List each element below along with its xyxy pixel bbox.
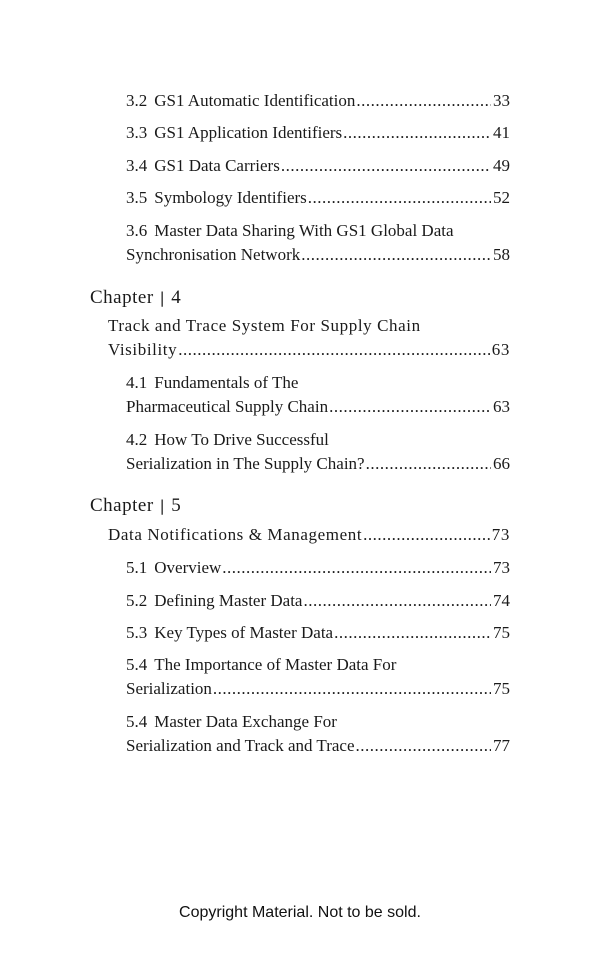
entry-page-number: 63: [493, 397, 510, 416]
entry-number: 4.1: [126, 373, 148, 392]
entry-title-line2: Serialization and Track and Trace: [126, 736, 355, 755]
dot-leader: [308, 186, 491, 210]
entry-page-number: 58: [493, 245, 510, 264]
toc-section-chapter-5: [108, 523, 510, 547]
entry-number: 5.2: [126, 591, 148, 610]
entry-title-line1: Fundamentals of The: [154, 373, 299, 392]
entry-page-number: 49: [493, 156, 510, 175]
section-title: Data Notifications & Management: [108, 525, 363, 544]
dot-leader: [329, 395, 491, 419]
entry-title-line2: Synchronisation Network: [126, 245, 301, 264]
dot-leader: [334, 621, 491, 645]
toc-entry-5-2: [126, 589, 510, 613]
entry-page-number: 74: [493, 591, 510, 610]
chapter-label: Chapter: [90, 287, 154, 308]
entry-title-line1: How To Drive Successful: [154, 430, 329, 449]
section-page-number: 63: [491, 340, 510, 359]
toc-entry-5-1: [126, 556, 510, 580]
entry-number: 3.4: [126, 156, 148, 175]
toc-entry-5-4-importance: [126, 653, 510, 701]
chapter-5-heading: [90, 494, 181, 518]
entry-page-number: 75: [493, 623, 510, 642]
entry-title: GS1 Data Carriers: [154, 156, 280, 175]
entry-page-number: 41: [493, 123, 510, 142]
chapter-4-heading: [90, 286, 181, 310]
entry-page-number: 52: [493, 188, 510, 207]
toc-entry-3-4: [126, 154, 510, 178]
entry-number: 5.4: [126, 712, 148, 731]
entry-title-line2: Serialization in The Supply Chain?: [126, 454, 365, 473]
dot-leader: [281, 154, 491, 178]
entry-title-line1: Master Data Exchange For: [154, 712, 337, 731]
toc-entry-4-2: [126, 428, 510, 476]
entry-title: Key Types of Master Data: [154, 623, 334, 642]
dot-leader: [343, 121, 491, 145]
toc-entry-4-1: [126, 371, 510, 419]
dot-leader: [301, 243, 491, 267]
chapter-separator: |: [159, 289, 166, 307]
entry-page-number: 66: [493, 454, 510, 473]
toc-entry-3-6: [126, 219, 510, 267]
entry-title: Defining Master Data: [154, 591, 303, 610]
dot-leader: [356, 734, 491, 758]
section-title-line2: Visibility: [108, 340, 178, 359]
copyright-footer: Copyright Material. Not to be sold.: [179, 904, 421, 921]
entry-number: 3.3: [126, 123, 148, 142]
entry-title: GS1 Automatic Identification: [154, 91, 356, 110]
chapter-separator: |: [159, 497, 166, 515]
entry-number: 3.6: [126, 221, 148, 240]
toc-entry-5-3: [126, 621, 510, 645]
entry-number: 5.1: [126, 558, 148, 577]
dot-leader: [366, 452, 491, 476]
dot-leader: [363, 523, 490, 547]
entry-number: 5.3: [126, 623, 148, 642]
toc-entry-3-3: [126, 121, 510, 145]
entry-page-number: 73: [493, 558, 510, 577]
dot-leader: [178, 338, 490, 362]
toc-entry-5-4-exchange: [126, 710, 510, 758]
dot-leader: [303, 589, 491, 613]
toc-entry-3-5: [126, 186, 510, 210]
entry-number: 3.5: [126, 188, 148, 207]
entry-title-line1: Master Data Sharing With GS1 Global Data: [154, 221, 454, 240]
entry-title-line2: Pharmaceutical Supply Chain: [126, 397, 329, 416]
entry-title: Symbology Identifiers: [154, 188, 307, 207]
entry-title: GS1 Application Identifiers: [154, 123, 343, 142]
entry-number: 4.2: [126, 430, 148, 449]
toc-entry-3-2: [126, 89, 510, 113]
entry-page-number: 33: [493, 91, 510, 110]
entry-page-number: 77: [493, 736, 510, 755]
entry-title-line1: The Importance of Master Data For: [154, 655, 397, 674]
chapter-number: 4: [171, 287, 182, 308]
entry-title: Overview: [154, 558, 222, 577]
entry-title-line2: Serialization: [126, 679, 212, 698]
entry-number: 3.2: [126, 91, 148, 110]
section-title-line1: Track and Trace System For Supply Chain: [108, 316, 421, 335]
section-page-number: 73: [491, 525, 510, 544]
entry-number: 5.4: [126, 655, 148, 674]
entry-page-number: 75: [493, 679, 510, 698]
dot-leader: [222, 556, 491, 580]
dot-leader: [213, 677, 491, 701]
chapter-label: Chapter: [90, 495, 154, 516]
toc-section-chapter-4: [108, 314, 510, 362]
chapter-number: 5: [171, 495, 182, 516]
dot-leader: [356, 89, 491, 113]
